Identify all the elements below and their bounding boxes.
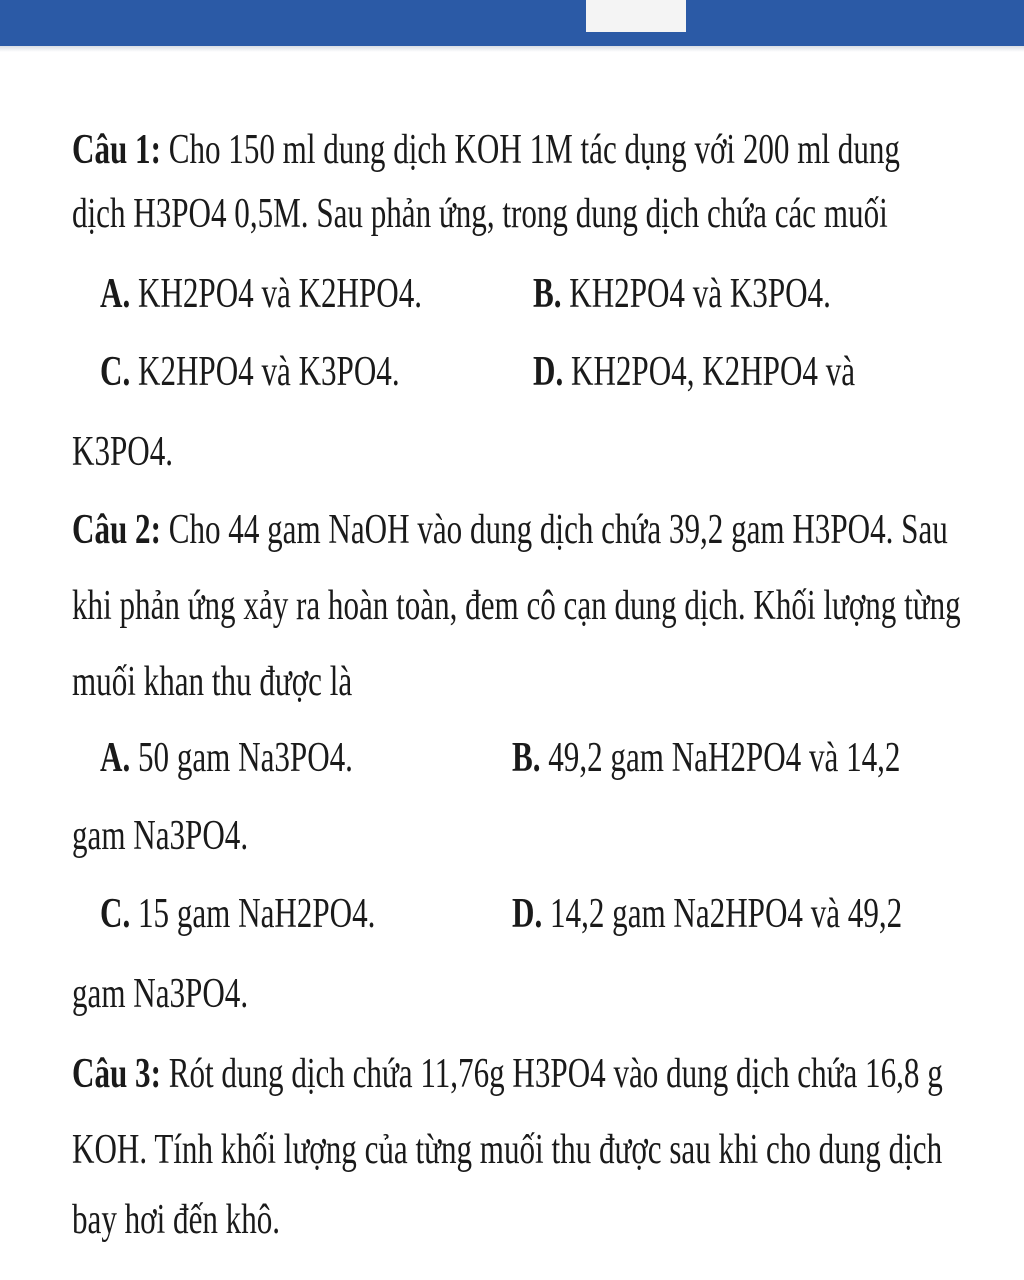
question-2-line-3 <box>72 654 352 710</box>
question-2-stem-3: muối khan thu được là <box>72 659 353 705</box>
option-label: D. <box>533 349 564 395</box>
question-1-label: Câu 1: <box>72 127 161 173</box>
option-text: 49,2 gam NaH2PO4 và 14,2 <box>540 735 901 781</box>
option-label: D. <box>512 891 543 937</box>
question-2-label: Câu 2: <box>72 507 161 553</box>
question-2-stem-2: khi phản ứng xảy ra hoàn toàn, đem cô cạn dung dịch. Khối lượng từng <box>72 583 961 629</box>
question-1-line-1 <box>72 122 900 178</box>
option-text: KH2PO4, K2HPO4 và <box>563 349 856 395</box>
toolbar-shadow <box>0 46 1024 52</box>
option-label: B. <box>512 735 541 781</box>
question-3-line-2 <box>72 1122 942 1178</box>
option-text: K2HPO4 và K3PO4. <box>130 349 400 395</box>
question-2-line-1 <box>72 502 948 558</box>
option-text: 14,2 gam Na2HPO4 và 49,2 <box>542 891 903 937</box>
question-1-option-d-cont <box>72 424 173 480</box>
question-2-stem-1: Cho 44 gam NaOH vào dung dịch chứa 39,2 gam H3PO4. Sau <box>160 507 948 553</box>
question-1-option-c[interactable] <box>100 344 400 400</box>
question-2-option-d[interactable] <box>512 886 902 942</box>
option-label: A. <box>100 735 131 781</box>
question-1-stem-2: dịch H3PO4 0,5M. Sau phản ứng, trong dung dịch chứa các muối <box>72 191 888 237</box>
question-2-option-a[interactable] <box>100 730 353 786</box>
question-1-option-b[interactable] <box>533 266 831 322</box>
option-text: KH2PO4 và K3PO4. <box>561 271 831 317</box>
question-3-label: Câu 3: <box>72 1051 161 1097</box>
option-text-cont: K3PO4. <box>72 429 174 475</box>
question-2-option-b[interactable] <box>512 730 900 786</box>
question-1-line-2 <box>72 186 888 242</box>
option-text-cont: gam Na3PO4. <box>72 971 249 1017</box>
question-3-line-3 <box>72 1192 280 1248</box>
question-1-option-a[interactable] <box>100 266 422 322</box>
option-text: KH2PO4 và K2HPO4. <box>130 271 423 317</box>
option-label: C. <box>100 891 131 937</box>
option-label: C. <box>100 349 131 395</box>
question-2-option-c[interactable] <box>100 886 375 942</box>
question-1-stem-1: Cho 150 ml dung dịch KOH 1M tác dụng với 200 ml dung <box>160 127 900 173</box>
option-label: A. <box>100 271 131 317</box>
option-label: B. <box>533 271 562 317</box>
question-1-option-d[interactable] <box>533 344 855 400</box>
option-text: 50 gam Na3PO4. <box>130 735 353 781</box>
toolbar-tab[interactable] <box>586 0 686 32</box>
question-3-stem-2: KOH. Tính khối lượng của từng muối thu được sau khi cho dung dịch <box>72 1127 943 1173</box>
question-2-option-d-cont <box>72 966 248 1022</box>
option-text-cont: gam Na3PO4. <box>72 813 249 859</box>
question-3-stem-3: bay hơi đến khô. <box>72 1197 281 1243</box>
question-2-option-b-cont <box>72 808 248 864</box>
question-3-line-1 <box>72 1046 943 1102</box>
question-3-stem-1: Rót dung dịch chứa 11,76g H3PO4 vào dung dịch chứa 16,8 g <box>160 1051 943 1097</box>
option-text: 15 gam NaH2PO4. <box>130 891 376 937</box>
top-toolbar <box>0 0 1024 46</box>
question-2-line-2 <box>72 578 961 634</box>
